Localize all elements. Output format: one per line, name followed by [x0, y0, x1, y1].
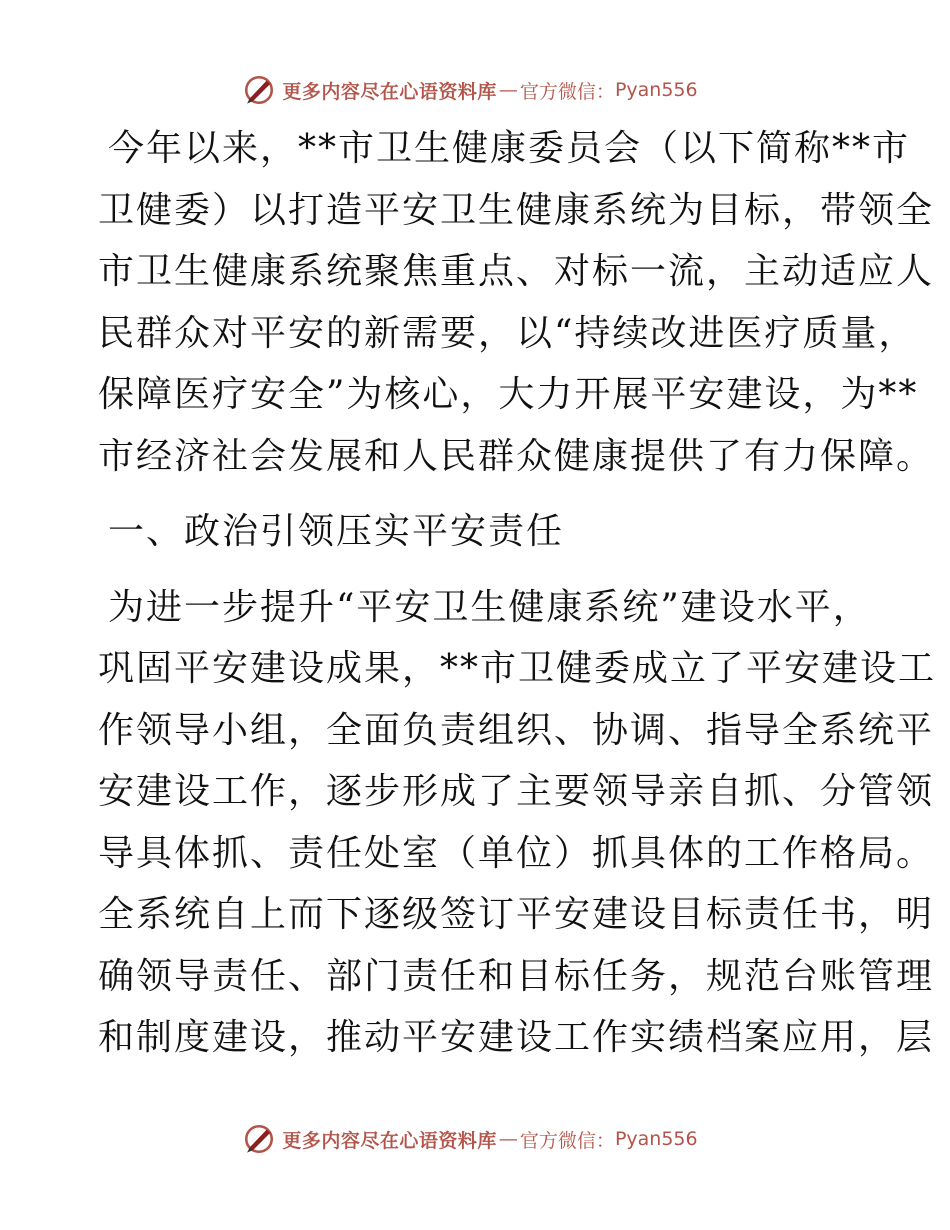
watermark-dash: — — [498, 1128, 518, 1150]
text-line: 确领导责任、部门责任和目标任务，规范台账管理 — [98, 955, 935, 997]
watermark-brand: 更多内容尽在心语资料库 — [282, 1129, 497, 1152]
document-body — [98, 118, 937, 1069]
paragraph-section-one — [98, 577, 937, 1069]
section-heading — [98, 501, 858, 563]
text-line: 和制度建设，推动平安建设工作实绩档案应用，层 — [98, 1017, 935, 1058]
header-watermark — [0, 70, 950, 110]
text-line: 卫健委）以打造平安卫生健康系统为目标，带领全 — [98, 189, 935, 231]
text-line: 为进一步提升“平安卫生健康系统”建设水平， — [108, 586, 871, 628]
watermark-label: 官方微信： — [519, 80, 615, 103]
pen-logo-icon — [242, 1122, 276, 1156]
text-line: 安建设工作，逐步形成了主要领导亲自抓、分管领 — [98, 771, 935, 812]
paragraph-intro — [98, 118, 935, 487]
heading-line: 一、政治引领压实平安责任 — [108, 511, 565, 552]
watermark-wechat-id: Pyan556 — [614, 79, 698, 101]
text-line: 今年以来，**市卫生健康委员会（以下简称**市 — [108, 128, 911, 169]
pen-logo-icon — [242, 73, 276, 107]
watermark-label: 官方微信： — [519, 1129, 615, 1152]
text-line: 导具体抓、责任处室（单位）抓具体的工作格局。 — [98, 832, 935, 874]
footer-watermark — [0, 1119, 950, 1159]
text-line: 保障医疗安全”为核心，大力开展平安建设，为** — [98, 374, 919, 415]
watermark-dash: — — [498, 79, 518, 101]
text-line: 作领导小组，全面负责组织、协调、指导全系统平 — [98, 709, 935, 751]
text-line: 市经济社会发展和人民群众健康提供了有力保障。 — [98, 435, 935, 477]
text-line: 市卫生健康系统聚焦重点、对标一流，主动适应人 — [98, 251, 935, 292]
text-line: 民群众对平安的新需要，以“持续改进医疗质量， — [98, 312, 917, 354]
watermark-wechat-id: Pyan556 — [614, 1128, 698, 1150]
text-line: 巩固平安建设成果，**市卫健委成立了平安建设工 — [98, 648, 937, 689]
text-line: 全系统自上而下逐级签订平安建设目标责任书，明 — [98, 894, 935, 935]
watermark-brand: 更多内容尽在心语资料库 — [282, 80, 497, 103]
